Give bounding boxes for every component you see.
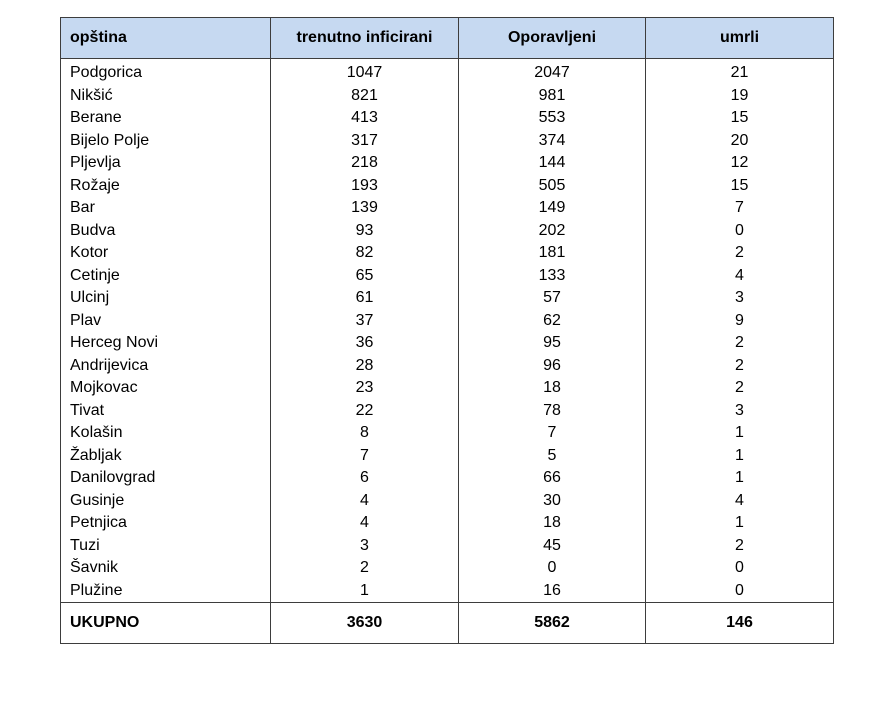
table-row [61, 512, 834, 535]
cell-recovered: 133 [459, 265, 646, 288]
cell-recovered: 553 [459, 107, 646, 130]
total-row [61, 603, 834, 644]
table-row [61, 287, 834, 310]
cell-currently-infected: 65 [271, 265, 459, 288]
table-row [61, 535, 834, 558]
cell-municipality: Kotor [61, 242, 271, 265]
table-row [61, 152, 834, 175]
table-row [61, 580, 834, 603]
cell-deceased: 0 [646, 557, 834, 580]
table-row [61, 400, 834, 423]
cell-municipality: Bar [61, 197, 271, 220]
cell-currently-infected: 61 [271, 287, 459, 310]
cell-deceased: 4 [646, 490, 834, 513]
cell-recovered: 2047 [459, 59, 646, 85]
cut-off-text-line [60, 0, 580, 2]
table-row [61, 197, 834, 220]
cell-recovered: 202 [459, 220, 646, 243]
cell-recovered: 0 [459, 557, 646, 580]
cell-recovered: 144 [459, 152, 646, 175]
cell-municipality: Petnjica [61, 512, 271, 535]
cell-currently-infected: 6 [271, 467, 459, 490]
cell-recovered: 78 [459, 400, 646, 423]
total-deceased: 146 [646, 603, 834, 644]
cell-currently-infected: 3 [271, 535, 459, 558]
cell-deceased: 1 [646, 512, 834, 535]
cell-currently-infected: 317 [271, 130, 459, 153]
cell-municipality: Gusinje [61, 490, 271, 513]
cell-currently-infected: 28 [271, 355, 459, 378]
cell-deceased: 1 [646, 422, 834, 445]
cell-recovered: 5 [459, 445, 646, 468]
table-header [61, 18, 834, 59]
cell-municipality: Herceg Novi [61, 332, 271, 355]
table-row [61, 242, 834, 265]
table-row [61, 422, 834, 445]
table-row [61, 59, 834, 85]
cell-deceased: 3 [646, 287, 834, 310]
header-currently-infected: trenutno inficirani [271, 18, 459, 59]
cell-recovered: 62 [459, 310, 646, 333]
cell-municipality: Bijelo Polje [61, 130, 271, 153]
cell-municipality: Žabljak [61, 445, 271, 468]
cell-deceased: 7 [646, 197, 834, 220]
cell-currently-infected: 4 [271, 512, 459, 535]
table-row [61, 467, 834, 490]
cell-currently-infected: 139 [271, 197, 459, 220]
cell-municipality: Šavnik [61, 557, 271, 580]
cell-deceased: 4 [646, 265, 834, 288]
cell-recovered: 30 [459, 490, 646, 513]
covid-municipality-table [60, 17, 834, 644]
cell-deceased: 2 [646, 242, 834, 265]
table-row [61, 175, 834, 198]
cell-deceased: 12 [646, 152, 834, 175]
cell-currently-infected: 93 [271, 220, 459, 243]
table-row [61, 355, 834, 378]
cell-recovered: 66 [459, 467, 646, 490]
cell-currently-infected: 36 [271, 332, 459, 355]
cell-recovered: 45 [459, 535, 646, 558]
table-row [61, 557, 834, 580]
table-row [61, 310, 834, 333]
cell-currently-infected: 82 [271, 242, 459, 265]
total-recovered: 5862 [459, 603, 646, 644]
cell-currently-infected: 22 [271, 400, 459, 423]
cell-recovered: 7 [459, 422, 646, 445]
cell-municipality: Andrijevica [61, 355, 271, 378]
cell-recovered: 57 [459, 287, 646, 310]
cell-deceased: 21 [646, 59, 834, 85]
total-label: UKUPNO [61, 603, 271, 644]
table-row [61, 490, 834, 513]
cell-deceased: 20 [646, 130, 834, 153]
cell-deceased: 2 [646, 377, 834, 400]
table-row [61, 107, 834, 130]
cell-municipality: Cetinje [61, 265, 271, 288]
cell-municipality: Mojkovac [61, 377, 271, 400]
cell-municipality: Rožaje [61, 175, 271, 198]
header-municipality: opština [61, 18, 271, 59]
table-body [61, 59, 834, 603]
cell-recovered: 18 [459, 377, 646, 400]
cell-recovered: 981 [459, 85, 646, 108]
cell-deceased: 2 [646, 535, 834, 558]
table-row [61, 220, 834, 243]
cell-currently-infected: 37 [271, 310, 459, 333]
cell-deceased: 1 [646, 467, 834, 490]
cell-currently-infected: 821 [271, 85, 459, 108]
header-deceased: umrli [646, 18, 834, 59]
cell-municipality: Ulcinj [61, 287, 271, 310]
header-recovered: Oporavljeni [459, 18, 646, 59]
cell-recovered: 181 [459, 242, 646, 265]
cell-recovered: 95 [459, 332, 646, 355]
cell-deceased: 9 [646, 310, 834, 333]
cell-currently-infected: 1 [271, 580, 459, 603]
cell-currently-infected: 1047 [271, 59, 459, 85]
cell-deceased: 0 [646, 580, 834, 603]
cell-recovered: 16 [459, 580, 646, 603]
cell-municipality: Tuzi [61, 535, 271, 558]
cell-currently-infected: 2 [271, 557, 459, 580]
cell-deceased: 19 [646, 85, 834, 108]
cell-municipality: Podgorica [61, 59, 271, 85]
cell-municipality: Pljevlja [61, 152, 271, 175]
cell-currently-infected: 413 [271, 107, 459, 130]
cell-municipality: Tivat [61, 400, 271, 423]
header-row [61, 18, 834, 59]
table-row [61, 445, 834, 468]
cell-currently-infected: 193 [271, 175, 459, 198]
table-row [61, 332, 834, 355]
table-row [61, 265, 834, 288]
cell-municipality: Plav [61, 310, 271, 333]
table-footer [61, 603, 834, 644]
cell-currently-infected: 7 [271, 445, 459, 468]
cell-currently-infected: 8 [271, 422, 459, 445]
cell-deceased: 3 [646, 400, 834, 423]
cell-deceased: 2 [646, 355, 834, 378]
table-row [61, 130, 834, 153]
cell-deceased: 0 [646, 220, 834, 243]
cell-recovered: 505 [459, 175, 646, 198]
cell-municipality: Berane [61, 107, 271, 130]
cell-currently-infected: 4 [271, 490, 459, 513]
cell-municipality: Plužine [61, 580, 271, 603]
cell-currently-infected: 23 [271, 377, 459, 400]
cell-deceased: 2 [646, 332, 834, 355]
cell-municipality: Kolašin [61, 422, 271, 445]
cell-deceased: 1 [646, 445, 834, 468]
cell-currently-infected: 218 [271, 152, 459, 175]
table-row [61, 85, 834, 108]
cell-municipality: Nikšić [61, 85, 271, 108]
cell-municipality: Danilovgrad [61, 467, 271, 490]
cell-deceased: 15 [646, 107, 834, 130]
total-currently-infected: 3630 [271, 603, 459, 644]
cell-recovered: 374 [459, 130, 646, 153]
cell-recovered: 149 [459, 197, 646, 220]
cell-recovered: 96 [459, 355, 646, 378]
cell-deceased: 15 [646, 175, 834, 198]
table-row [61, 377, 834, 400]
cell-municipality: Budva [61, 220, 271, 243]
cell-recovered: 18 [459, 512, 646, 535]
